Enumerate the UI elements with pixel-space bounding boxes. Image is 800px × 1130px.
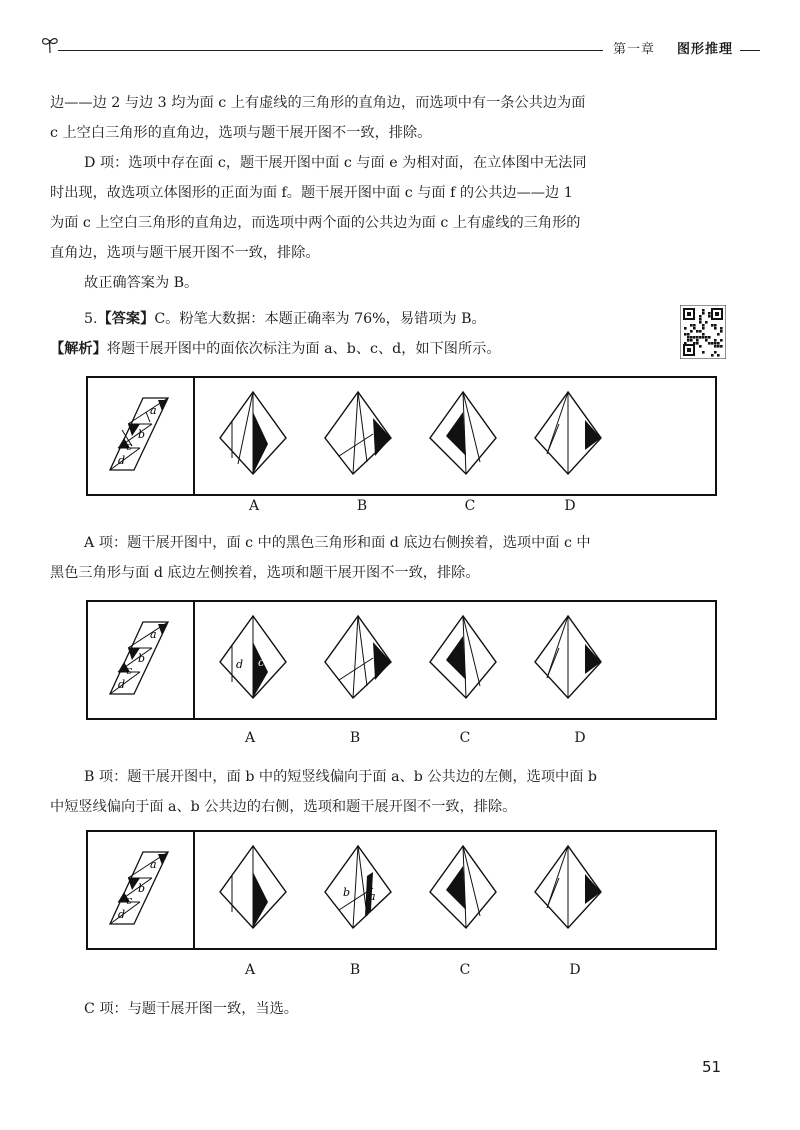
option-c-figure	[418, 602, 508, 718]
option-label-c: C	[464, 498, 476, 514]
qr-code-icon	[680, 305, 726, 359]
sprout-icon	[40, 34, 60, 54]
option-label-a: A	[244, 962, 256, 978]
net-label-a: a	[150, 858, 157, 871]
analysis-tag: 【解析】	[50, 341, 107, 357]
net-label-d: d	[118, 908, 126, 921]
option-label-d: D	[564, 498, 576, 514]
face-label-b: b	[343, 886, 351, 899]
option-b-figure	[313, 378, 403, 494]
face-label-c: c	[258, 656, 265, 669]
unfolded-net	[88, 378, 193, 494]
chapter-label: 第一章	[613, 42, 656, 57]
figure-2	[86, 600, 717, 720]
net-label-c: c	[126, 894, 133, 907]
paragraph-line: 中短竖线偏向于面 a、b 公共边的右侧，选项和题干展开图不一致，排除。	[50, 799, 517, 815]
paragraph-line: 时出现，故选项立体图形的正面为面 f。题干展开图中面 c 与面 f 的公共边——边 1	[50, 185, 573, 201]
chapter-heading	[613, 38, 733, 57]
paragraph-line: 为面 c 上空白三角形的直角边，而选项中两个面的公共边为面 c 上有虚线的三角形的	[50, 215, 581, 231]
option-d-figure	[523, 832, 613, 948]
conclusion-line: 故正确答案为 B。	[84, 275, 199, 291]
figure-3	[86, 830, 717, 950]
page-header	[40, 30, 760, 66]
paragraph-line: A 项：题干展开图中，面 c 中的黑色三角形和面 d 底边右侧挨着，选项中面 c 中	[84, 535, 591, 551]
net-label-b: b	[138, 882, 146, 895]
option-label-b: B	[349, 730, 361, 746]
net-label-d: d	[118, 454, 126, 467]
face-label-d: d	[236, 658, 244, 671]
option-b-figure	[313, 832, 403, 948]
answer-line	[50, 304, 660, 334]
paragraph-line: 直角边，选项与题干展开图不一致，排除。	[50, 245, 320, 261]
option-label-a: A	[248, 498, 260, 514]
option-label-b: B	[349, 962, 361, 978]
option-d-figure	[523, 378, 613, 494]
net-diagram	[88, 832, 195, 948]
question-number: 5.	[84, 311, 98, 327]
option-label-d: D	[569, 962, 581, 978]
unfolded-net	[88, 832, 193, 948]
option-a-figure	[208, 602, 298, 718]
header-rule	[58, 50, 603, 51]
option-labels-1	[0, 498, 800, 516]
net-label-c: c	[126, 664, 133, 677]
answer-tag: 【答案】	[97, 311, 155, 327]
net-label-a: a	[150, 628, 157, 641]
option-d-figure	[523, 602, 613, 718]
net-label-b: b	[138, 428, 146, 441]
header-rule-right	[740, 50, 760, 51]
option-label-d: D	[574, 730, 586, 746]
analysis-line	[50, 334, 660, 364]
net-label-c: c	[126, 440, 133, 453]
figure-1	[86, 376, 717, 496]
paragraph-line: C 项：与题干展开图一致，当选。	[84, 1001, 298, 1017]
option-a-figure	[208, 832, 298, 948]
net-diagram	[88, 602, 195, 718]
analysis-text: 将题干展开图中的面依次标注为面 a、b、c、d，如下图所示。	[106, 341, 501, 357]
paragraph-line: D 项：选项中存在面 c，题干展开图中面 c 与面 e 为相对面，在立体图中无法同	[84, 155, 587, 171]
net-label-d: d	[118, 678, 126, 691]
face-label-a: a	[369, 890, 376, 903]
page-number: 51	[702, 1058, 722, 1076]
option-label-c: C	[459, 962, 471, 978]
option-c-figure	[418, 832, 508, 948]
net-label-b: b	[138, 652, 146, 665]
option-a-figure	[208, 378, 298, 494]
net-diagram	[88, 378, 195, 494]
unfolded-net	[88, 602, 193, 718]
net-label-a: a	[150, 404, 157, 417]
option-b-figure	[313, 602, 403, 718]
option-labels-2	[0, 730, 800, 748]
chapter-title: 图形推理	[677, 42, 734, 57]
paragraph-line: 黑色三角形与面 d 底边左侧挨着，选项和题干展开图不一致，排除。	[50, 565, 480, 581]
paragraph-line: 边——边 2 与边 3 均为面 c 上有虚线的三角形的直角边，而选项中有一条公共边为面	[50, 95, 586, 111]
option-label-c: C	[459, 730, 471, 746]
paragraph-line: c 上空白三角形的直角边，选项与题干展开图不一致，排除。	[50, 125, 432, 141]
paragraph-line: B 项：题干展开图中，面 b 中的短竖线偏向于面 a、b 公共边的左侧，选项中面 b	[84, 769, 598, 785]
answer-text: C。粉笔大数据：本题正确率为 76%，易错项为 B。	[154, 311, 486, 327]
option-label-a: A	[244, 730, 256, 746]
option-label-b: B	[356, 498, 368, 514]
option-c-figure	[418, 378, 508, 494]
option-labels-3	[0, 962, 800, 980]
